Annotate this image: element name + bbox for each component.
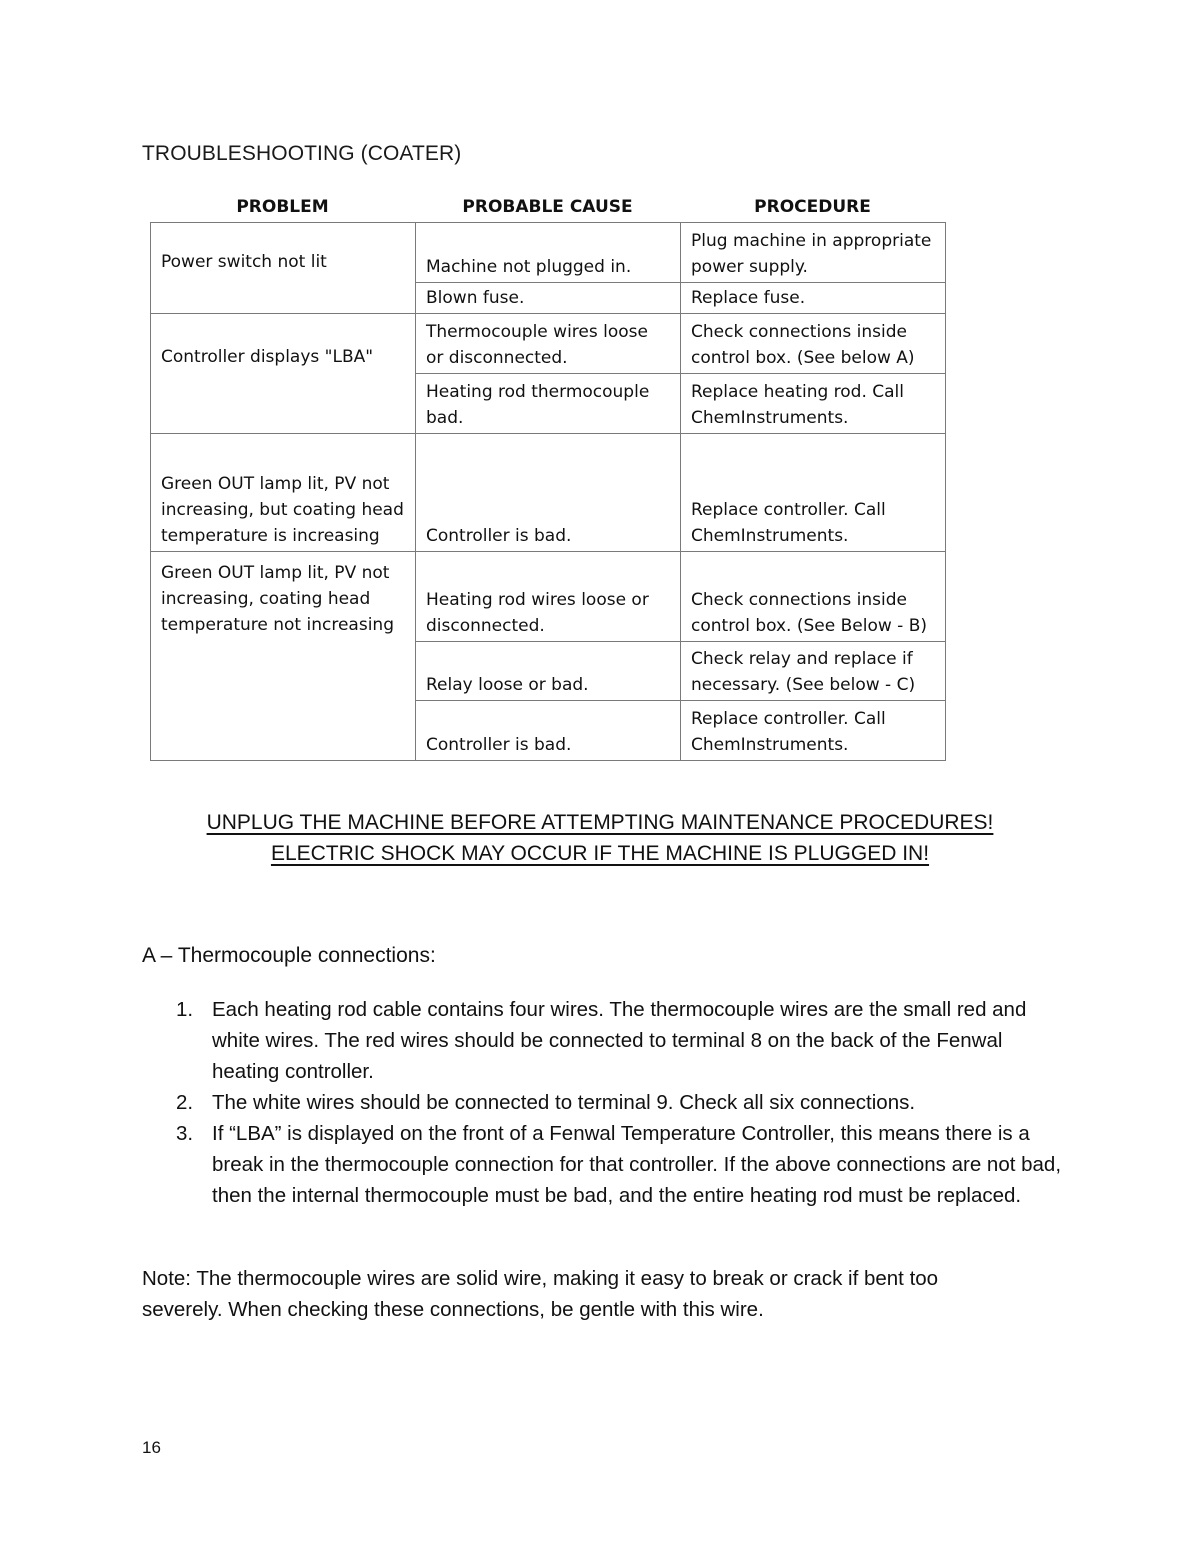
problem-cell: Controller displays "LBA" bbox=[151, 314, 416, 434]
cause-cell: Thermocouple wires loose or disconnected. bbox=[416, 314, 681, 374]
column-header-problem: PROBLEM bbox=[236, 197, 329, 217]
warning-line-2: ELECTRIC SHOCK MAY OCCUR IF THE MACHINE IS PLUGGED IN! bbox=[270, 842, 930, 865]
page-title: TROUBLESHOOTING (COATER) bbox=[142, 142, 462, 165]
cause-cell: Machine not plugged in. bbox=[416, 223, 681, 283]
procedure-cell: Plug machine in appropriate power supply. bbox=[681, 223, 946, 283]
procedure-cell: Check relay and replace if necessary. (See below - C) bbox=[681, 642, 946, 701]
procedure-cell: Replace controller. Call ChemInstruments. bbox=[681, 701, 946, 761]
problem-cell: Power switch not lit bbox=[151, 223, 416, 314]
page-number: 16 bbox=[142, 1438, 161, 1457]
thermocouple-steps-list bbox=[176, 994, 1066, 1211]
cause-cell: Heating rod thermocouple bad. bbox=[416, 374, 681, 434]
table-row bbox=[151, 552, 946, 642]
table-row bbox=[151, 223, 946, 283]
procedure-cell: Replace fuse. bbox=[681, 283, 946, 314]
procedure-cell: Replace controller. Call ChemInstruments. bbox=[681, 434, 946, 552]
cause-cell: Heating rod wires loose or disconnected. bbox=[416, 552, 681, 642]
cause-cell: Relay loose or bad. bbox=[416, 642, 681, 701]
procedure-cell: Check connections inside control box. (See below A) bbox=[681, 314, 946, 374]
cause-cell: Controller is bad. bbox=[416, 434, 681, 552]
column-header-probable-cause: PROBABLE CAUSE bbox=[462, 197, 633, 217]
table-row bbox=[151, 314, 946, 374]
problem-cell: Green OUT lamp lit, PV not increasing, but coating head temperature is increasing bbox=[151, 434, 416, 552]
cause-cell: Controller is bad. bbox=[416, 701, 681, 761]
troubleshooting-table bbox=[150, 222, 946, 761]
cause-cell: Blown fuse. bbox=[416, 283, 681, 314]
list-item: 1. Each heating rod cable contains four wires. The thermocouple wires are the small red and white wires. The red wires should be connected to terminal 8 on the back of the Fenwal heating controller. bbox=[176, 998, 1027, 1083]
section-a-title: A – Thermocouple connections: bbox=[142, 944, 436, 967]
warning-line-1: UNPLUG THE MACHINE BEFORE ATTEMPTING MAINTENANCE PROCEDURES! bbox=[206, 811, 994, 834]
list-item: 2. The white wires should be connected to terminal 9. Check all six connections. bbox=[176, 1091, 916, 1114]
column-header-procedure: PROCEDURE bbox=[754, 197, 871, 217]
note-paragraph: Note: The thermocouple wires are solid wire, making it easy to break or crack if bent too severely. When checking these connections, be gentle with this wire. bbox=[142, 1267, 939, 1321]
problem-cell: Green OUT lamp lit, PV not increasing, coating head temperature not increasing bbox=[151, 552, 416, 761]
procedure-cell: Replace heating rod. Call ChemInstruments. bbox=[681, 374, 946, 434]
table-row bbox=[151, 434, 946, 552]
list-item: 3. If “LBA” is displayed on the front of a Fenwal Temperature Controller, this means there is a break in the thermocouple connection for that controller. If the above connections are not bad, then the internal thermocouple must be bad, and the entire heating rod must be replaced. bbox=[176, 1122, 1062, 1207]
procedure-cell: Check connections inside control box. (See Below - B) bbox=[681, 552, 946, 642]
